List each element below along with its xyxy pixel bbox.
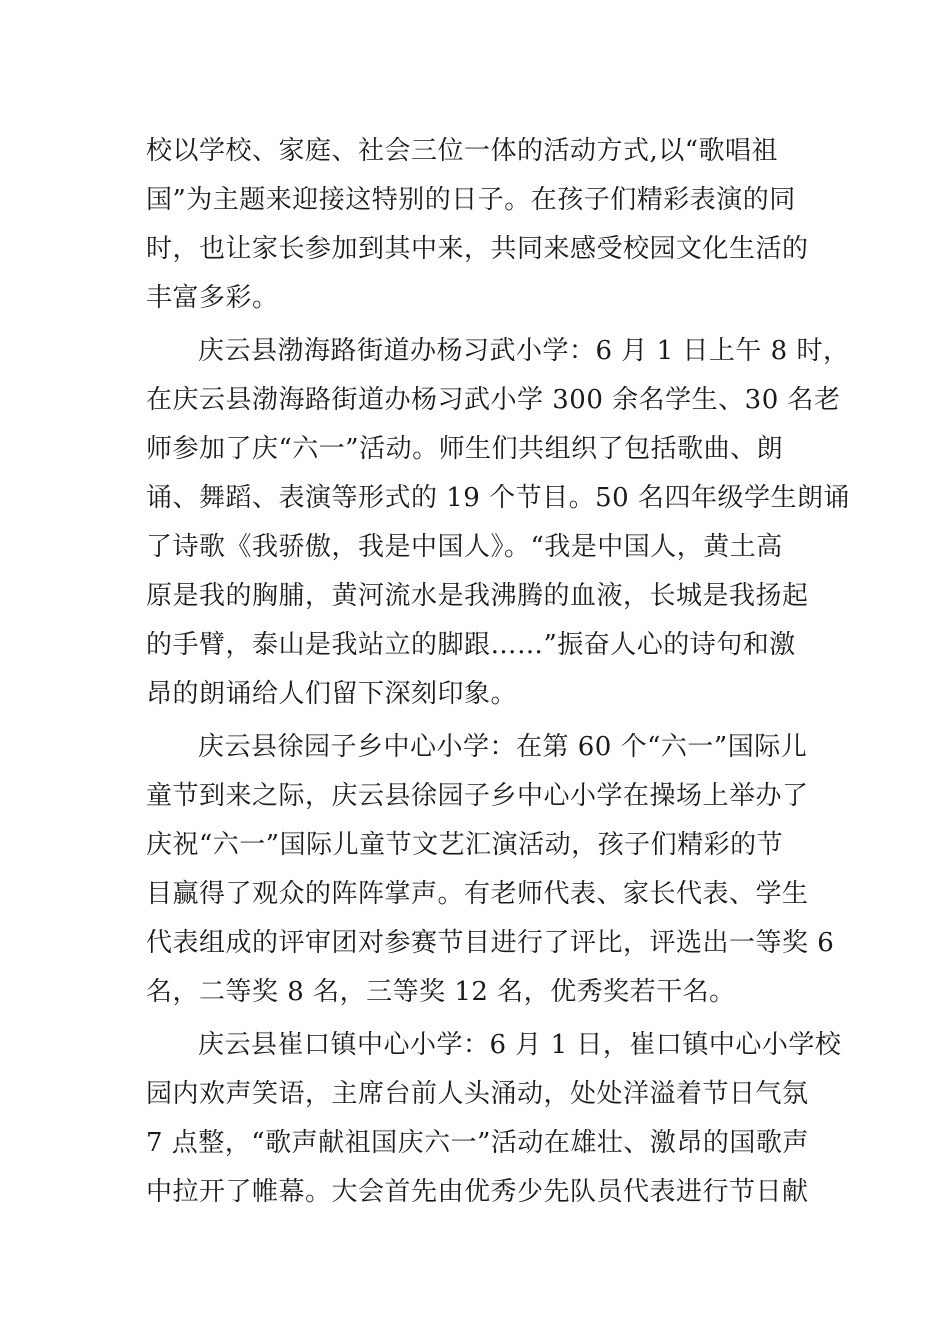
paragraph-start-line: 庆云县徐园子乡中心小学：在第 60 个“六一”国际儿 [198,732,808,762]
text-line: 丰富多彩。 [146,283,279,313]
text-line: 的手臂，泰山是我站立的脚跟……”振奋人心的诗句和激 [146,630,796,660]
paragraph-start-line: 庆云县渤海路街道办杨习武小学：6 月 1 日上午 8 时， [198,336,850,366]
text-line: 庆祝“六一”国际儿童节文艺汇演活动，孩子们精彩的节 [146,830,784,860]
text-line: 园内欢声笑语，主席台前人头涌动，处处洋溢着节日气氛 [146,1079,809,1109]
text-line: 国”为主题来迎接这特别的日子。在孩子们精彩表演的同 [146,185,796,215]
text-line: 代表组成的评审团对参赛节目进行了评比，评选出一等奖 6 [146,928,835,958]
text-line: 师参加了庆“六一”活动。师生们共组织了包括歌曲、朗 [146,434,784,464]
text-line: 名，二等奖 8 名，三等奖 12 名，优秀奖若干名。 [146,977,736,1007]
text-line: 昂的朗诵给人们留下深刻印象。 [146,679,518,709]
text-line: 在庆云县渤海路街道办杨习武小学 300 余名学生、30 名老 [146,385,841,415]
text-line: 校以学校、家庭、社会三位一体的活动方式,以“歌唱祖 [146,136,779,166]
text-line: 了诗歌《我骄傲，我是中国人》。“我是中国人，黄土高 [146,532,783,562]
text-line: 原是我的胸脯，黄河流水是我沸腾的血液，长城是我扬起 [146,581,809,611]
text-line: 时，也让家长参加到其中来，共同来感受校园文化生活的 [146,234,809,264]
text-line: 7 点整，“歌声献祖国庆六一”活动在雄壮、激昂的国歌声 [146,1128,809,1158]
text-line: 童节到来之际，庆云县徐园子乡中心小学在操场上举办了 [146,781,809,811]
text-line: 目赢得了观众的阵阵掌声。有老师代表、家长代表、学生 [146,879,809,909]
paragraph-start-line: 庆云县崔口镇中心小学：6 月 1 日，崔口镇中心小学校 [198,1030,842,1060]
text-line: 诵、舞蹈、表演等形式的 19 个节目。50 名四年级学生朗诵 [146,483,850,513]
text-line: 中拉开了帷幕。大会首先由优秀少先队员代表进行节日献 [146,1177,809,1207]
